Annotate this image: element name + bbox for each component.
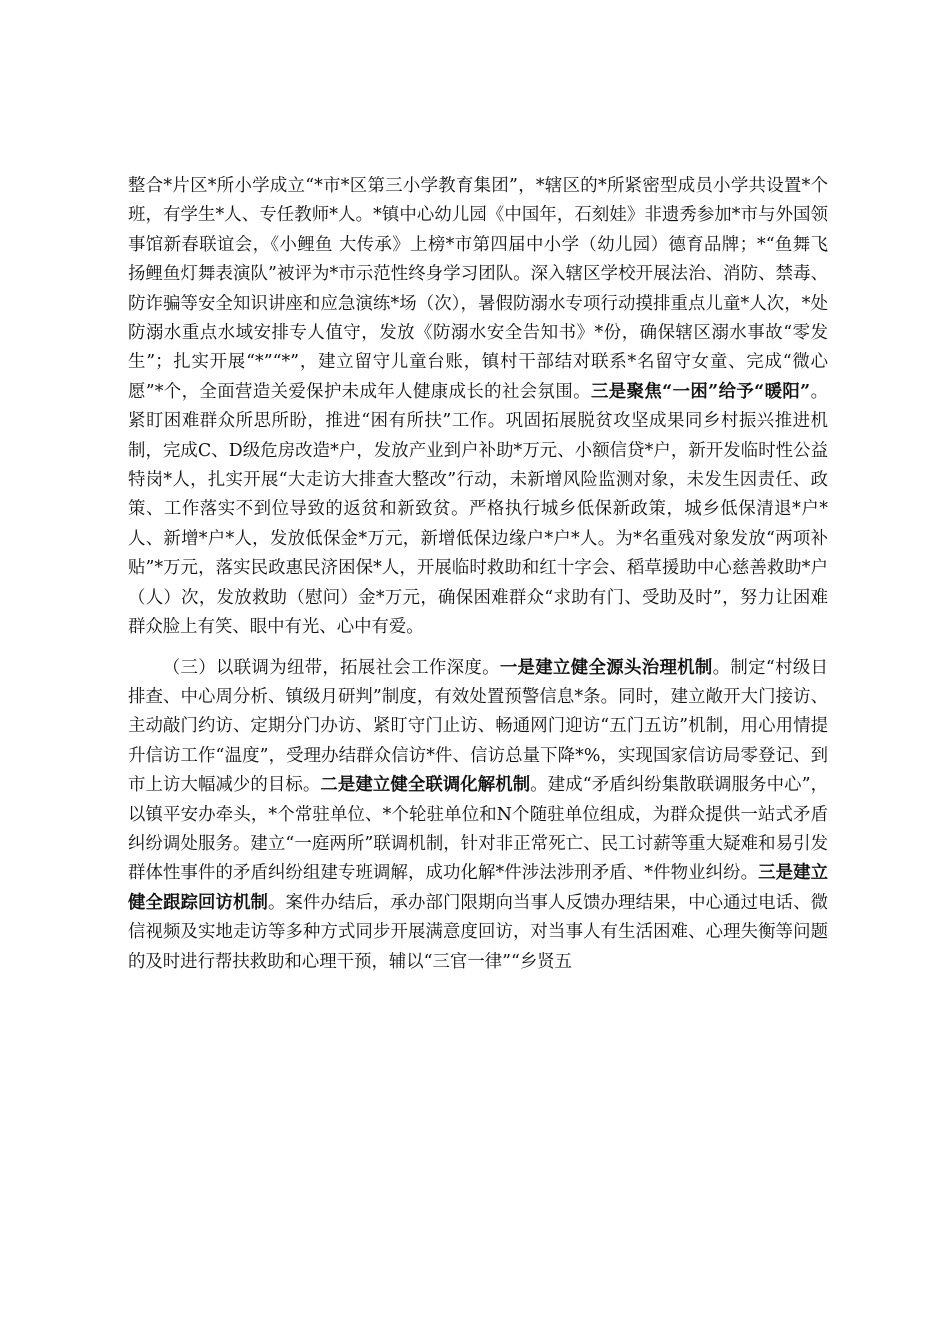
paragraph-text: 。紧盯困难群众所思所盼，推进“困有所扶”工作。巩固拓展脱贫攻坚成果同乡村振兴推进机制，完成C、D级危房改造*户，发放产业到户补助*万元、小额信贷*户，新开发临时性公益特岗*人，扎实开展“大走访大排查大整改”行动，未新增风险监测对象，未发生因责任、政策、工作落实不到位导致的返贫和新致贫。严格执行城乡低保新政策，城乡低保清退*户*人、新增*户*人，发放低保金*万元，新增低保边缘户*户*人。为*名重残对象发放“两项补贴”*万元，落实民政惠民济困保*人，开展临时救助和红十字会、稻草援助中心慈善救助*户（人）次，发放救助（慰问）金*万元，确保困难群众“求助有门、受助及时”，努力让困难群众脸上有笑、眼中有光、心中有爱。 (128, 381, 829, 638)
paragraph-section-three-mediation (128, 654, 828, 977)
paragraph-education-and-poverty (128, 172, 828, 643)
paragraph-text: 。案件办结后，承办部门限期向当事人反馈办理结果，中心通过电话、微信视频及实地走访等多种方式同步开展满意度回访，对当事人有生活困难、心理失衡等问题的及时进行帮扶救助和心理干预，辅以“三官一律”“乡贤五 (128, 892, 828, 972)
bold-heading-second-point: 二是建立健全联调化解机制 (320, 775, 531, 796)
bold-heading-first-point: 一是建立健全源头治理机制 (499, 657, 713, 678)
paragraph-text: 。制定“村级日排查、中心周分析、镇级月研判”制度，有效处置预警信息*条。同时，建立敞开大门接访、主动敲门约访、定期分门办访、紧盯守门止访、畅通网门迎访“五门五访”机制，用心用情提升信访工作“温度”，受理办结群众信访*件、信访总量下降*%，实现国家信访局零登记、到市上访大幅减少的目标。 (128, 657, 828, 796)
paragraph-text: 整合*片区*所小学成立“*市*区第三小学教育集团”，*辖区的*所紧密型成员小学共设置*个班，有学生*人、专任教师*人。*镇中心幼儿园《中国年，石刻娃》非遗秀参加*市与外国领事馆新春联谊会，《小鲤鱼 大传承》上榜*市第四届中小学（幼儿园）德育品牌；*“鱼舞飞扬鲤鱼灯舞表演队”被评为*市示范性终身学习团队。深入辖区学校开展法治、消防、禁毒、防诈骗等安全知识讲座和应急演练*场（次），暑假防溺水专项行动摸排重点儿童*人次，*处防溺水重点水域安排专人值守，发放《防溺水安全告知书》*份，确保辖区溺水事故“零发生”；扎实开展“*”“*”，建立留守儿童台账，镇村干部结对联系*名留守女童、完成“微心愿”*个，全面营造关爱保护未成年人健康成长的社会氛围。 (128, 176, 828, 402)
document-body (128, 172, 828, 977)
bold-heading-third-point: 三是建立健全跟踪回访机制 (128, 863, 828, 913)
paragraph-text: 。建成“矛盾纠纷集散联调服务中心”，以镇平安办牵头，*个常驻单位、*个轮驻单位和N个随驻单位组成，为群众提供一站式矛盾纠纷调处服务。建立“一庭两所”联调机制，针对非正常死亡、民工讨薪等重大疑难和易引发群体性事件的矛盾纠纷组建专班调解，成功化解*件涉法涉刑矛盾、*件物业纠纷。 (128, 775, 828, 884)
bold-heading-third-point: 三是聚焦“一困”给予“暖阳” (590, 381, 811, 402)
section-heading: （三）以联调为纽带，拓展社会工作深度。 (162, 657, 500, 678)
